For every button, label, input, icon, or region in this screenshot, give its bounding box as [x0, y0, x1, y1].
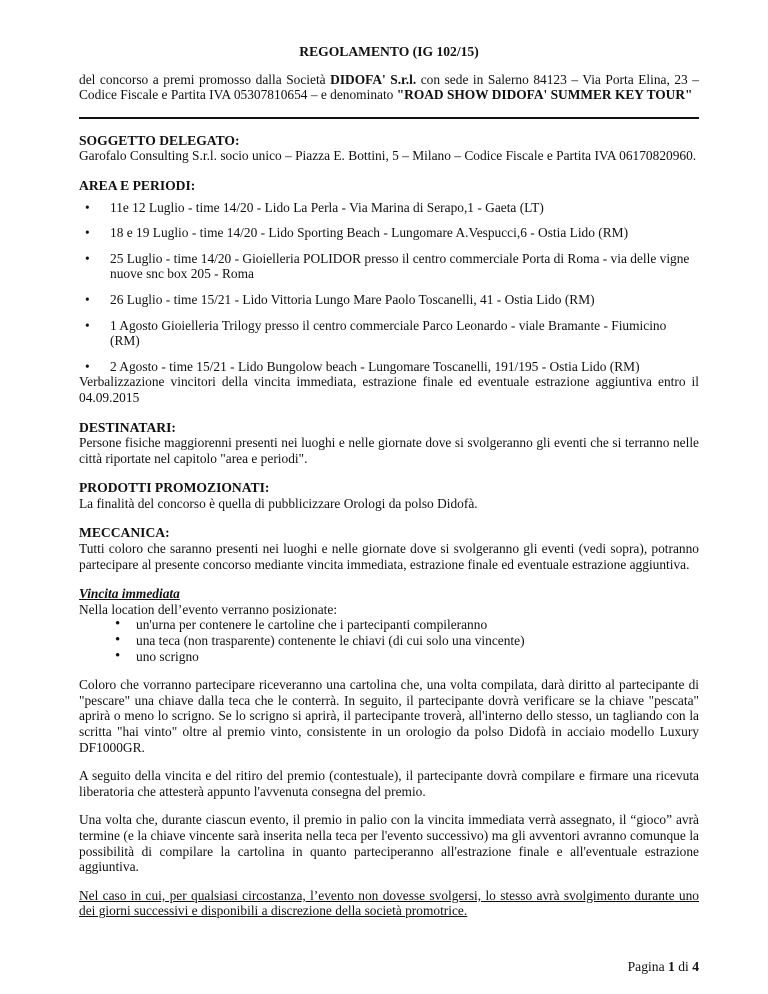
area-heading: AREA E PERIODI: [79, 177, 196, 193]
products-section [79, 480, 699, 511]
bullet-icon: • [115, 632, 121, 649]
page-word: Pagina [627, 959, 669, 974]
event-text: 18 e 19 Luglio - time 14/20 - Lido Sporting Beach - Lungomare A.Vespucci,6 - Ostia Lido (RM) [110, 225, 629, 241]
total-pages: 4 [692, 959, 699, 974]
area-section [79, 178, 699, 406]
event-item [79, 359, 699, 375]
recipients-section [79, 420, 699, 467]
intro-text: del concorso a premi promosso dalla Società [79, 71, 331, 87]
event-item [79, 225, 699, 241]
section-divider [79, 117, 699, 119]
list-item-text: una teca (non trasparente) contenente le chiavi (di cui solo una vincente) [136, 633, 525, 649]
instant-win-section [79, 586, 699, 919]
bullet-icon: • [85, 317, 90, 333]
event-text: 26 Luglio - time 15/21 - Lido Vittoria Lungo Mare Paolo Toscanelli, 41 - Ostia Lido (RM) [110, 291, 595, 307]
company-name: DIDOFA' S.r.l. [330, 71, 417, 87]
bullet-icon: • [115, 616, 121, 633]
intro-paragraph [79, 72, 699, 103]
recipients-heading: DESTINATARI: [79, 419, 176, 435]
mechanics-heading: MECCANICA: [79, 525, 170, 541]
bullet-icon: • [85, 291, 90, 307]
list-item-text: un'urna per contenere le cartoline che i partecipanti compileranno [136, 617, 488, 633]
event-text: 11e 12 Luglio - time 14/20 - Lido La Perla - Via Marina di Serapo,1 - Gaeta (LT) [110, 199, 544, 215]
events-list [79, 200, 699, 375]
delegate-text: Garofalo Consulting S.r.l. socio unico – Piazza E. Bottini, 5 – Milano – Codice Fiscale e Partita IVA 06170820960. [79, 148, 697, 164]
document-title: REGOLAMENTO (IG 102/15) [299, 44, 479, 59]
current-page: 1 [668, 959, 675, 974]
instant-win-heading: Vincita immediata [79, 586, 180, 602]
delegate-section [79, 133, 699, 164]
event-item [79, 318, 699, 349]
bullet-icon: • [85, 358, 90, 374]
list-item [79, 617, 699, 633]
list-item [79, 633, 699, 649]
instant-win-paragraph: A seguito della vincita e del ritiro del premio (contestuale), il partecipante dovrà compilare e firmare una ricevuta liberatoria che attesterà appunto l'avvenuta consegna del premio. [79, 768, 699, 799]
bullet-icon: • [85, 199, 90, 215]
area-note: Verbalizzazione vincitori della vincita immediata, estrazione finale ed eventuale estrazione aggiuntiva entro il 04.09.2015 [79, 374, 699, 405]
event-text: 2 Agosto - time 15/21 - Lido Bungolow beach - Lungomare Toscanelli, 191/195 - Ostia Lido (RM) [110, 358, 640, 374]
event-item [79, 200, 699, 216]
page-number [628, 959, 699, 975]
instant-win-underlined-note: Nel caso in cui, per qualsiasi circostanza, l’evento non dovesse svolgersi, lo stesso avrà svolgimento durante uno dei giorni successivi e disponibili a discrezione della società promotrice. [79, 887, 699, 919]
products-heading: PRODOTTI PROMOZIONATI: [79, 480, 270, 496]
event-text: 25 Luglio - time 14/20 - Gioielleria POLIDOR presso il centro commerciale Porta di Roma - via delle vigne nuove snc box 205 - Roma [110, 250, 690, 282]
products-text: La finalità del concorso è quella di pubblicizzare Orologi da polso Didofà. [79, 495, 478, 511]
mechanics-section [79, 525, 699, 572]
bullet-icon: • [85, 250, 90, 266]
instant-win-paragraph: Una volta che, durante ciascun evento, il premio in palio con la vincita immediata verrà assegnato, il “gioco” avrà termine (e la chiave vincente sarà inserita nella teca per l'evento successivo) ma gli avventori avranno comunque la possibilità di compilare la cartolina in quanto parteciperanno all'estrazione finale e all'eventuale estrazione aggiuntiva. [79, 812, 699, 875]
instant-win-items [79, 617, 699, 664]
of-word: di [674, 959, 693, 974]
event-text: 1 Agosto Gioielleria Trilogy presso il centro commerciale Parco Leonardo - viale Bramante - Fiumicino (RM) [110, 317, 667, 349]
list-item [79, 649, 699, 665]
bullet-icon: • [85, 225, 90, 241]
event-item [79, 292, 699, 308]
mechanics-text: Tutti coloro che saranno presenti nei luoghi e nelle giornate dove si svolgeranno gli eventi (vedi sopra), potranno partecipare al presente concorso mediante vincita immediata, estrazione finale ed eventuale estrazione aggiuntiva. [79, 541, 699, 572]
event-item [79, 251, 699, 282]
list-item-text: uno scrigno [136, 648, 199, 664]
intro-text-2: con sede in Salerno 84123 – Via Porta Elina, 23 – Codice Fiscale e Partita IVA 05307810654 – e denominato [79, 71, 699, 103]
delegate-heading: SOGGETTO DELEGATO: [79, 132, 240, 148]
recipients-text: Persone fisiche maggiorenni presenti nei luoghi e nelle giornate dove si svolgeranno gli eventi che si terranno nelle città riportate nel capitolo "area e periodi". [79, 435, 699, 466]
bullet-icon: • [115, 647, 121, 664]
contest-name: "ROAD SHOW DIDOFA' SUMMER KEY TOUR" [396, 87, 693, 103]
instant-win-paragraph: Coloro che vorranno partecipare riceveranno una cartolina che, una volta compilata, darà diritto al partecipante di "pescare" una chiave dalla teca che le conterrà. In seguito, il partecipante dovrà verificare se la chiave "pescata" aprirà o meno lo scrigno. Se lo scrigno si aprirà, il partecipante troverà, all'interno dello stesso, un tagliando con la scritta "hai vinto" oltre al premio vinto, consistente in un orologio da polso Didofà in acciaio modello Luxury DF1000GR. [79, 677, 699, 755]
instant-win-lead: Nella location dell’evento verranno posizionate: [79, 601, 338, 617]
document-page [79, 0, 699, 919]
